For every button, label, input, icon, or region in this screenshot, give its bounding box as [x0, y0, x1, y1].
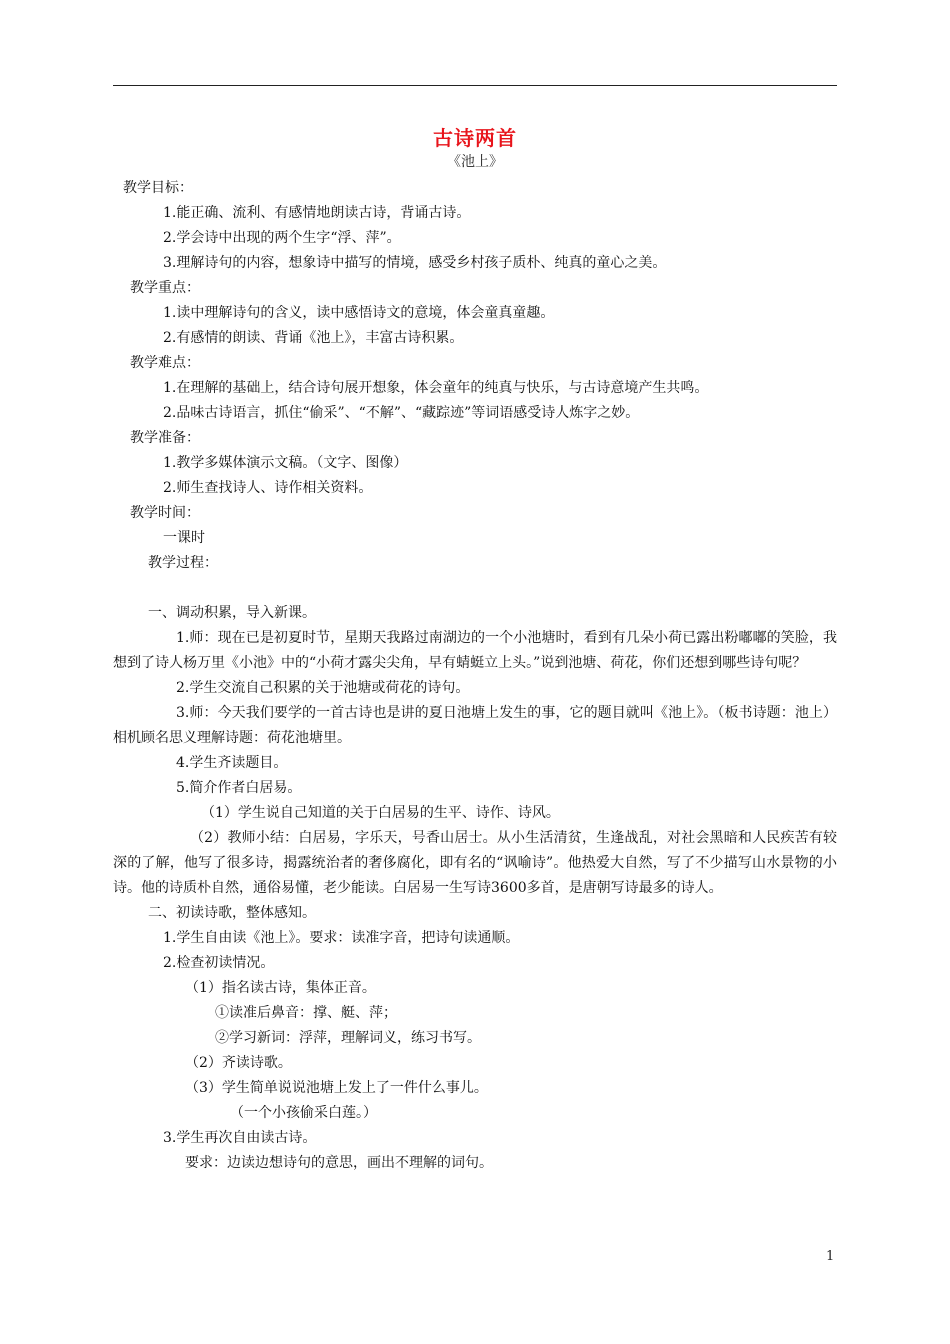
spacer: [113, 576, 837, 601]
preparation-item: 1.教学多媒体演示文稿。（文字、图像）: [163, 455, 408, 471]
key-point-item: 1.读中理解诗句的含义，读中感悟诗文的意境，体会童真童趣。: [163, 305, 555, 321]
section-step: 4.学生齐读题目。: [176, 755, 288, 771]
preparation-heading: 教学准备：: [130, 430, 200, 446]
section-step: 3.师：今天我们要学的一首古诗也是讲的夏日池塘上发生的事，它的题目就叫《池上》。（板书诗题：池上）相机顾名思义理解诗题：荷花池塘里。: [113, 705, 837, 746]
difficulties-heading: 教学难点：: [130, 355, 200, 371]
section-substep: （1）指名读古诗，集体正音。: [185, 980, 376, 996]
objective-item: 1.能正确、流利、有感情地朗读古诗，背诵古诗。: [163, 205, 471, 221]
key-points-heading: 教学重点：: [130, 280, 200, 296]
preparation-item: 2.师生查找诗人、诗作相关资料。: [163, 480, 373, 496]
key-point-item: 2.有感情的朗读、背诵《池上》，丰富古诗积累。: [163, 330, 464, 346]
section-step: 5.简介作者白居易。: [176, 780, 302, 796]
page-number: 1: [826, 1249, 835, 1264]
difficulty-item: 1.在理解的基础上，结合诗句展开想象，体会童年的纯真与快乐，与古诗意境产生共鸣。: [163, 380, 709, 396]
time-heading: 教学时间：: [130, 505, 200, 521]
document-body: [113, 176, 837, 1176]
section-step: 3.学生再次自由读古诗。: [163, 1130, 317, 1146]
section-substep: ②学习新词：浮萍，理解词义，练习书写。: [215, 1030, 481, 1046]
section-step: 2.检查初读情况。: [163, 955, 275, 971]
section-substep: （3）学生简单说说池塘上发上了一件什么事儿。: [185, 1080, 488, 1096]
section-heading: 二、初读诗歌，整体感知。: [148, 905, 316, 921]
time-value: 一课时: [163, 530, 205, 546]
objective-item: 2.学会诗中出现的两个生字“浮、萍”。: [163, 230, 401, 246]
header-rule: [113, 85, 837, 86]
difficulty-item: 2.品味古诗语言，抓住“偷采”、“不解”、“藏踪迹”等词语感受诗人炼字之妙。: [163, 405, 640, 421]
section-substep: ①读准后鼻音：撑、艇、萍；: [215, 1005, 397, 1021]
objective-item: 3.理解诗句的内容，想象诗中描写的情境，感受乡村孩子质朴、纯真的童心之美。: [163, 255, 667, 271]
section-substep: （一个小孩偷采白莲。）: [230, 1105, 377, 1121]
section-step: 1.师：现在已是初夏时节，星期天我路过南湖边的一个小池塘时，看到有几朵小荷已露出粉嘟嘟的笑脸，我想到了诗人杨万里《小池》中的“小荷才露尖尖角，早有蜻蜓立上头。”说到池塘、荷花，你们还想到哪些诗句呢？: [113, 630, 837, 671]
section-heading: 一、调动积累，导入新课。: [148, 605, 316, 621]
section-step: 1.学生自由读《池上》。要求：读准字音，把诗句读通顺。: [163, 930, 520, 946]
objectives-heading: 教学目标：: [123, 180, 193, 196]
section-step: 2.学生交流自己积累的关于池塘或荷花的诗句。: [176, 680, 470, 696]
document-title: 古诗两首: [433, 126, 517, 150]
section-substep: （2）教师小结：白居易，字乐天，号香山居士。从小生活清贫，生逢战乱，对社会黑暗和人民疾苦有较深的了解，他写了很多诗，揭露统治者的奢侈腐化，即有名的“讽喻诗”。他热爱大自然，写了不少描写山水景物的小诗。他的诗质朴自然，通俗易懂，老少能读。白居易一生写诗3600多首，是唐朝写诗最多的诗人。: [113, 830, 837, 896]
process-heading: 教学过程：: [148, 555, 218, 571]
section-substep: （2）齐读诗歌。: [185, 1055, 292, 1071]
document-subtitle: 《池上》: [447, 154, 503, 170]
section-substep: 要求：边读边想诗句的意思，画出不理解的词句。: [185, 1155, 493, 1171]
section-substep: （1）学生说自己知道的关于白居易的生平、诗作、诗风。: [201, 805, 560, 821]
